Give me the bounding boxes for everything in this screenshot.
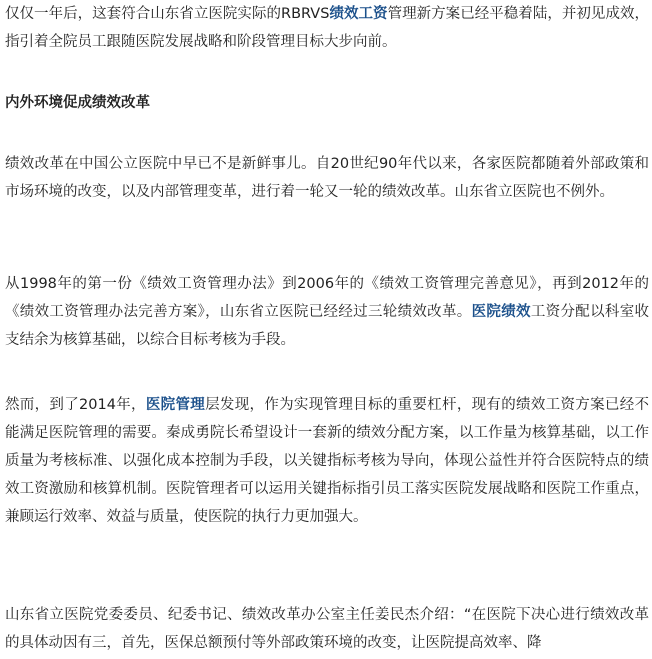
reform-text-start: 然而，到了2014年， [5,397,146,413]
paragraph-background: 绩效改革在中国公立医院中早已不是新鲜事儿。自20世纪90年代以来，各家医院都随着外部政策和市场环境的改变，以及内部管理变革，进行着一轮又一轮的绩效改革。山东省立医院也不例外。 [5,156,649,200]
paragraph-intro [5,0,649,56]
history-text-start: 从1998年的第一份《绩效工资管理办法》到2006年的《绩效工资管理完善意见》，再到2012年的《绩效工资管理办法完善方案》，山东省立医院已经经过三轮绩效改革。 [5,276,649,320]
keyword-link-performance-salary[interactable]: 绩效工资 [329,6,388,22]
paragraph-2014 [5,391,649,531]
intro-text-start: 仅仅一年后，这套符合山东省立医院实际的RBRVS [5,6,330,22]
reform-text-end: 层发现，作为实现管理目标的重要杠杆，现有的绩效工资方案已经不能满足医院管理的需要。秦成勇院长希望设计一套新的绩效分配方案，以工作量为核算基础，以工作质量为考核标准、以强化成本控制为手段，以关键指标考核为导向，体现公益性并符合医院特点的绩效工资激励和核算机制。医院管理者可以运用关键指标指引员工落实医院发展战略和医院工作重点，兼顾运行效率、效益与质量，使医院的执行力更加强大。 [5,397,649,525]
keyword-link-hospital-management[interactable]: 医院管理 [145,397,206,413]
keyword-link-hospital-performance[interactable]: 医院绩效 [471,304,531,320]
intro-text-end: 管理新方案已经平稳着陆，并初见成效，指引着全院员工跟随医院发展战略和阶段管理目标大步向前。 [5,6,650,50]
section-heading: 内外环境促成绩效改革 [5,95,150,111]
paragraph-quote: 山东省立医院党委委员、纪委书记、绩效改革办公室主任姜民杰介绍：“在医院下决心进行绩效改革的具体动因有三，首先，医保总额预付等外部政策环境的改变，让医院提高效率、降 [5,607,649,651]
history-text-end: 工资分配以科室收支结余为核算基础，以综合目标考核为手段。 [5,304,650,348]
paragraph-history [5,270,649,354]
